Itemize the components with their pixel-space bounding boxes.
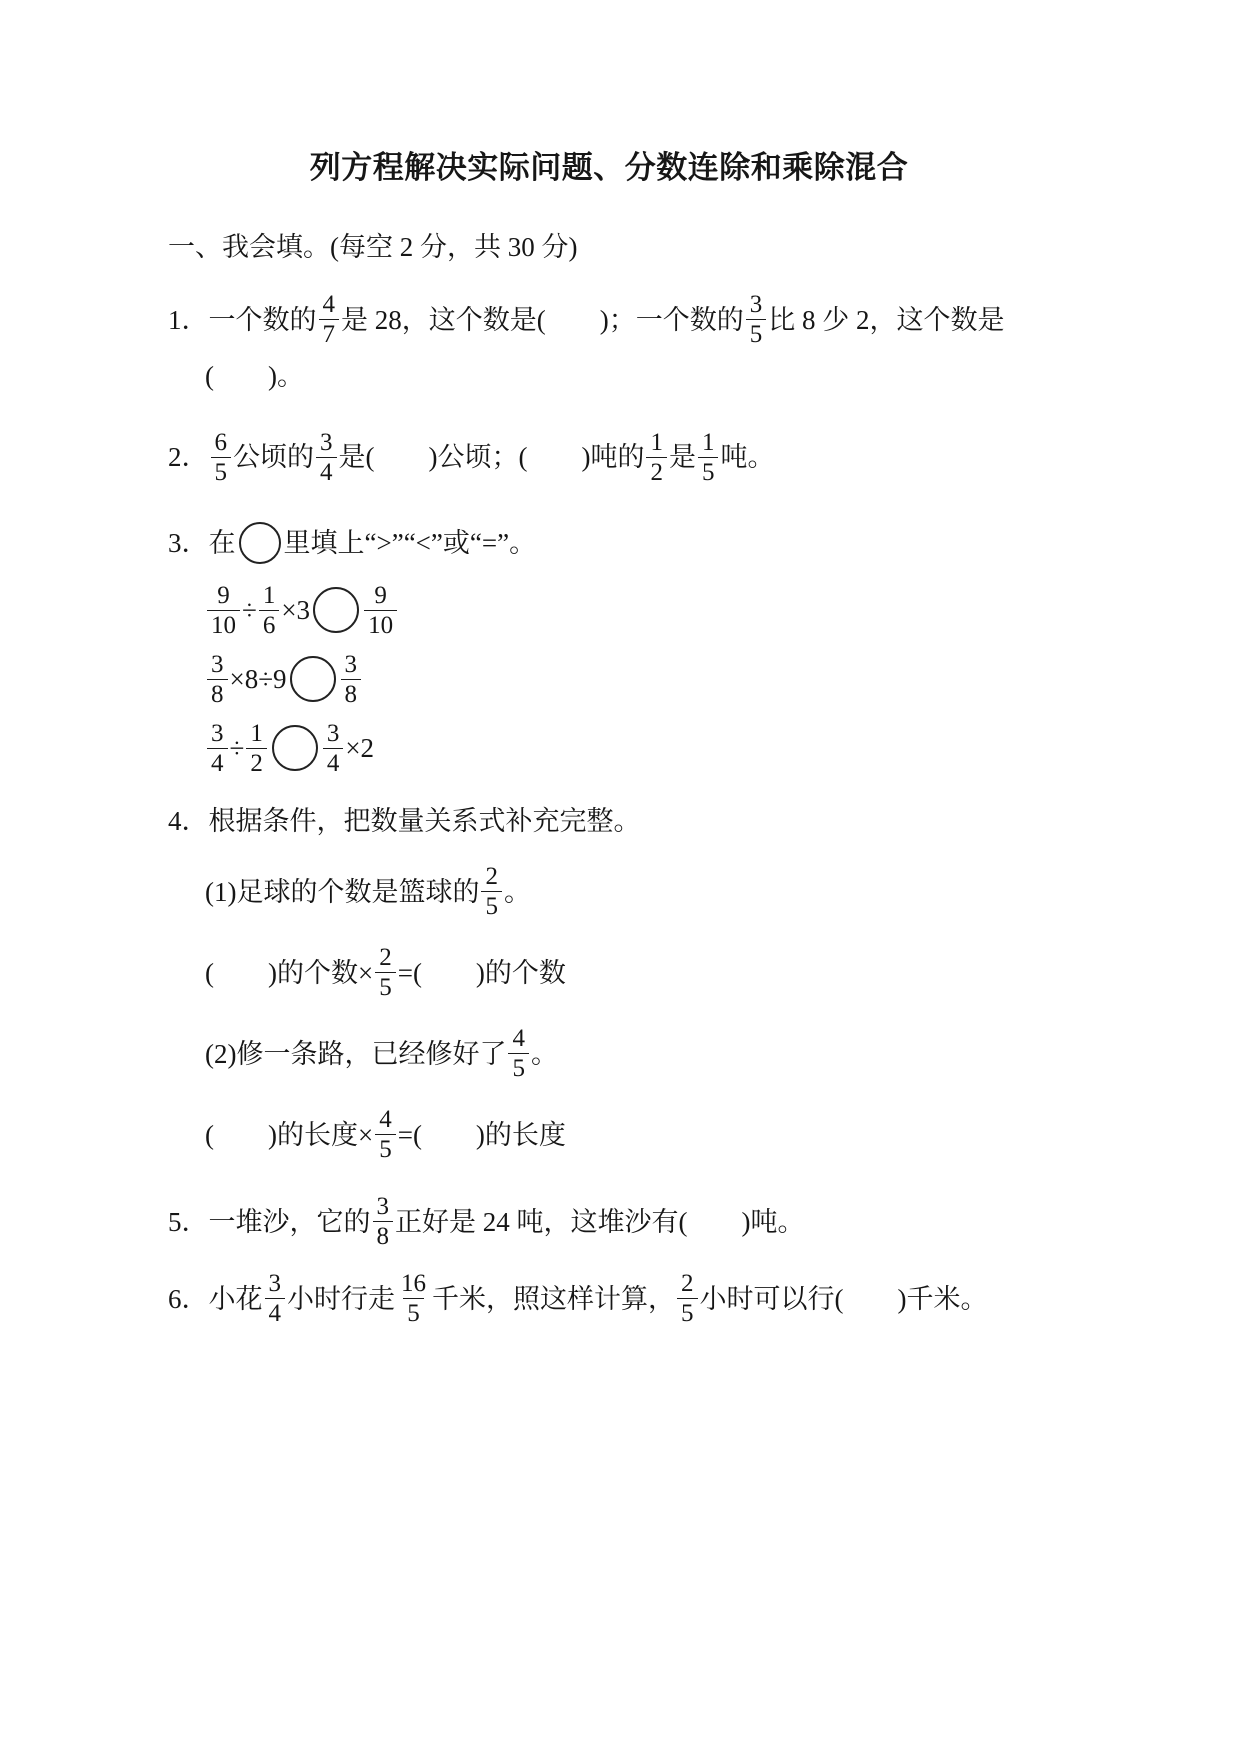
fraction-numerator: 9	[374, 581, 387, 609]
fraction-numerator: 4	[512, 1025, 525, 1053]
q5-text-1: 一堆沙，它的	[208, 1206, 371, 1237]
fraction-numerator: 4	[322, 291, 335, 319]
question-1-number: 1．	[168, 304, 209, 335]
expr3-fraction-2	[246, 720, 267, 777]
q4-sub2-fraction	[508, 1025, 529, 1082]
q4-sub2-text-1: (2)修一条路，已经修好了	[205, 1038, 507, 1069]
q6-text-2: 小时行走	[287, 1283, 395, 1314]
q4-sub1-fraction	[481, 863, 502, 920]
fraction-numerator: 2	[485, 863, 498, 891]
q1-fraction-2	[746, 291, 767, 348]
comparison-circle-icon	[313, 587, 359, 633]
fraction-denominator: 5	[403, 1298, 424, 1327]
fraction-denominator: 7	[319, 319, 340, 348]
q4-equation-1	[168, 944, 1090, 1001]
fraction-numerator: 3	[749, 291, 763, 319]
q4-eq2-fraction	[375, 1106, 396, 1163]
fraction-numerator: 16	[401, 1270, 426, 1298]
q3-expression-3	[168, 720, 1090, 777]
section-heading	[168, 229, 1090, 265]
expr2-operator-1: ×8÷9	[229, 664, 287, 695]
question-3-number: 3．	[168, 527, 209, 558]
fraction-denominator: 5	[698, 457, 719, 486]
fraction-numerator: 2	[379, 944, 392, 972]
q6-text-3: 千米，照这样计算，	[432, 1283, 675, 1314]
fraction-denominator: 8	[341, 679, 362, 708]
question-4-heading	[168, 803, 1090, 839]
fraction-denominator: 5	[211, 457, 232, 486]
fraction-denominator: 4	[207, 748, 228, 777]
expr3-fraction-3	[323, 720, 344, 777]
expr1-fraction-1	[207, 582, 240, 639]
q3-text-1: 在	[208, 527, 236, 558]
fraction-numerator: 2	[681, 1270, 694, 1298]
q3-expression-1	[168, 582, 1090, 639]
q4-sub2-text-2: 。	[530, 1038, 558, 1069]
q1-text-2: 是 28，这个数是( )；一个数的	[341, 304, 744, 335]
fraction-denominator: 2	[246, 748, 267, 777]
fraction-numerator: 3	[211, 650, 224, 678]
question-6-number: 6．	[168, 1283, 209, 1314]
q4-eq1-fraction	[375, 944, 396, 1001]
fraction-numerator: 3	[320, 428, 333, 456]
expr1-fraction-2	[259, 582, 280, 639]
fraction-numerator: 3	[326, 719, 340, 747]
fraction-denominator: 10	[207, 610, 240, 639]
expr3-fraction-1	[207, 720, 228, 777]
q2-text-3: 是	[668, 442, 696, 473]
fraction-denominator: 5	[375, 972, 396, 1001]
question-5	[168, 1193, 1090, 1250]
fraction-denominator: 5	[375, 1134, 396, 1163]
q4-subquestion-1	[168, 863, 1090, 920]
question-2	[168, 429, 1090, 486]
fraction-numerator: 3	[376, 1193, 389, 1221]
q2-fraction-3	[646, 429, 667, 486]
q6-text-4: 小时可以行( )千米。	[699, 1283, 988, 1314]
fraction-numerator: 3	[344, 650, 358, 678]
q4-sub1-text-2: 。	[503, 876, 531, 907]
question-5-number: 5．	[168, 1206, 209, 1237]
comparison-circle-icon	[290, 656, 336, 702]
q2-text-4: 吨。	[720, 442, 775, 473]
question-1-line-1	[168, 291, 1090, 348]
fraction-denominator: 4	[265, 1298, 286, 1327]
q1-text-1: 一个数的	[208, 304, 317, 335]
page-title: 列方程解决实际问题、分数连除和乘除混合	[309, 150, 909, 185]
fraction-denominator: 4	[316, 457, 337, 486]
expr2-fraction-2	[341, 651, 362, 708]
fraction-denominator: 5	[746, 319, 767, 348]
section-heading-text: 一、我会填。(每空 2 分，共 30 分)	[168, 232, 578, 262]
expr2-fraction-1	[207, 651, 228, 708]
question-2-number: 2．	[168, 442, 209, 473]
question-4-number: 4．	[168, 805, 209, 836]
q4-heading-text: 根据条件，把数量关系式补充完整。	[208, 805, 641, 836]
q4-eq2-text-2: =( )的长度	[397, 1119, 566, 1150]
question-6	[168, 1270, 1090, 1327]
q3-text-2: 里填上“>”“<”或“=”。	[283, 527, 537, 558]
q4-sub1-text-1: (1)足球的个数是篮球的	[205, 876, 480, 907]
q2-text-2: 是( )公顷；( )吨的	[338, 442, 645, 473]
fraction-denominator: 8	[373, 1221, 394, 1250]
q1-answer-blank: ( )。	[205, 361, 304, 392]
fraction-numerator: 1	[262, 581, 276, 609]
q3-expression-2	[168, 651, 1090, 708]
q2-fraction-2	[316, 429, 337, 486]
fraction-denominator: 10	[364, 610, 397, 639]
q6-fraction-1	[265, 1270, 286, 1327]
q2-fraction-1	[211, 429, 232, 486]
expr1-operator-2: ×3	[281, 595, 311, 626]
fraction-numerator: 6	[214, 428, 227, 456]
expr3-operator-2: ×2	[345, 733, 375, 764]
fraction-numerator: 1	[650, 428, 663, 456]
comparison-circle-icon	[272, 725, 318, 771]
q2-fraction-4	[698, 429, 719, 486]
fraction-denominator: 2	[646, 457, 667, 486]
fraction-numerator: 3	[268, 1270, 281, 1298]
q1-text-3: 比 8 少 2，这个数是	[768, 304, 1005, 335]
fraction-numerator: 1	[701, 428, 715, 456]
fraction-denominator: 5	[677, 1298, 698, 1327]
fraction-numerator: 9	[217, 581, 230, 609]
q4-equation-2	[168, 1106, 1090, 1163]
q5-text-2: 正好是 24 吨，这堆沙有( )吨。	[395, 1206, 805, 1237]
question-1-line-2	[168, 358, 1090, 394]
q6-fraction-3	[677, 1270, 698, 1327]
question-3-heading	[168, 522, 1090, 564]
fraction-numerator: 3	[211, 719, 224, 747]
comparison-circle-icon	[239, 522, 281, 564]
fraction-denominator: 8	[207, 679, 228, 708]
expr1-operator-1: ÷	[242, 595, 257, 626]
fraction-denominator: 4	[323, 748, 344, 777]
fraction-numerator: 4	[379, 1106, 392, 1134]
q4-subquestion-2	[168, 1025, 1090, 1082]
fraction-numerator: 1	[250, 719, 263, 747]
q1-fraction-1	[319, 291, 340, 348]
fraction-denominator: 5	[481, 891, 502, 920]
q5-fraction	[373, 1193, 394, 1250]
q4-eq1-text-2: =( )的个数	[397, 957, 566, 988]
fraction-denominator: 6	[259, 610, 280, 639]
expr3-operator-1: ÷	[229, 733, 245, 764]
fraction-denominator: 5	[508, 1053, 529, 1082]
q2-text-1: 公顷的	[233, 442, 314, 473]
expr1-fraction-3	[364, 582, 397, 639]
q6-fraction-2	[397, 1270, 430, 1327]
q6-text-1: 小花	[208, 1283, 263, 1314]
q4-eq1-text-1: ( )的个数×	[205, 957, 374, 988]
q4-eq2-text-1: ( )的长度×	[205, 1119, 374, 1150]
